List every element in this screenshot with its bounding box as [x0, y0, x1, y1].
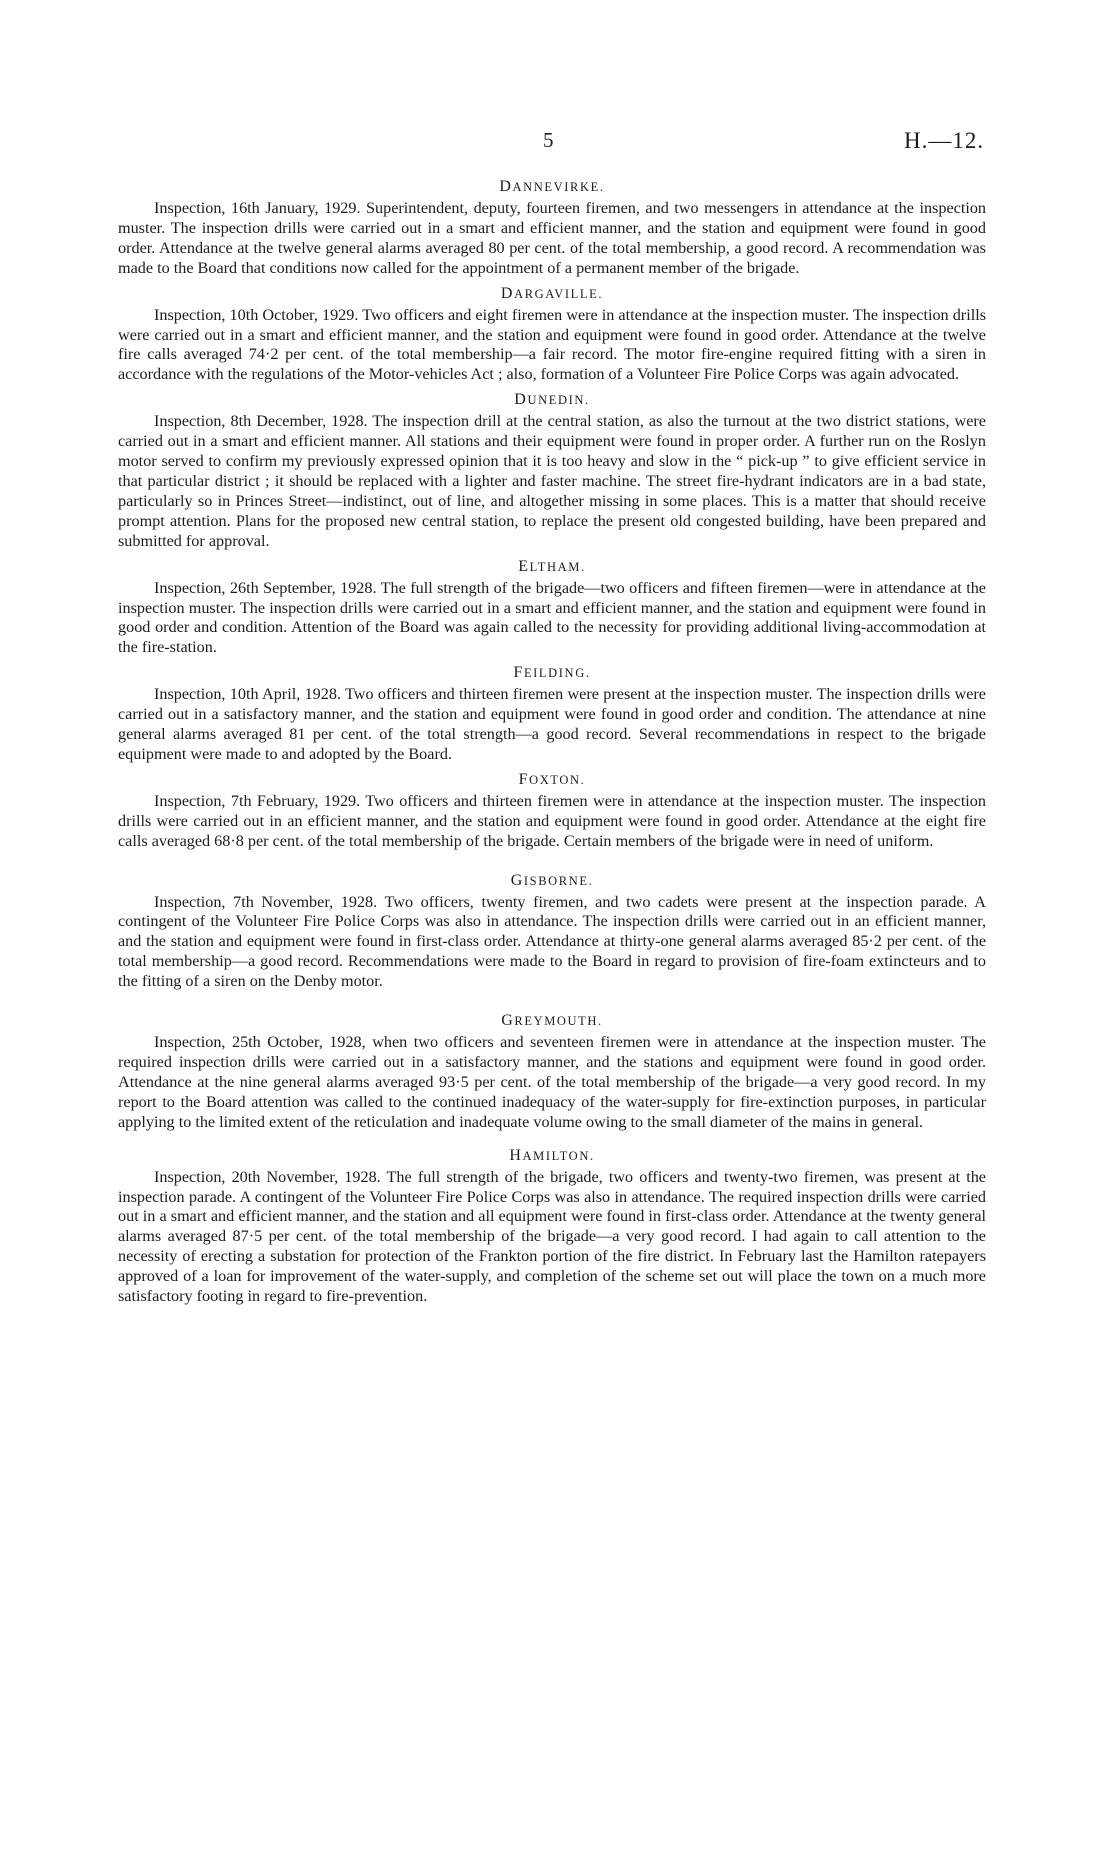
page-header: [0, 128, 1114, 158]
section-heading: GISBORNE.: [510, 871, 594, 889]
section-paragraph: Inspection, 25th October, 1928, when two officers and seventeen firemen were in attendance at the inspection muster. The required inspection drills were carried out in a satisfactory manner, and the stations and equipment were found in good order. Attendance at the nine general alarms averaged 93·5 per cent. of the total membership of the brigade—a very good record. In my report to the Board attention was called to the continued inadequacy of the water-supply for fire-extinction purposes, in particular applying to the limited extent of the reticulation and inadequate volume owing to the small diameter of the mains in general.: [118, 1033, 986, 1131]
section-dargaville: [118, 285, 986, 386]
section-paragraph: Inspection, 20th November, 1928. The full strength of the brigade, two officers and twenty-two firemen, was present at the inspection parade. A contingent of the Volunteer Fire Police Corps was also in attendance. The required inspection drills were carried out in a smart and efficient manner, and the station and all equipment were found in first-class order. Attendance at the twenty general alarms averaged 87·5 per cent. of the total membership of the brigade—a very good record. I had again to call attention to the necessity of erecting a substation for protection of the Frankton portion of the fire district. In February last the Hamilton ratepayers approved of a loan for improvement of the water-supply, and completion of the scheme set out will place the town on a much more satisfactory footing in regard to fire-prevention.: [118, 1167, 986, 1306]
section-heading: FOXTON.: [518, 770, 586, 788]
section-gisborne: [118, 872, 986, 993]
section-paragraph: Inspection, 16th January, 1929. Superintendent, deputy, fourteen firemen, and two messengers in attendance at the inspection muster. The inspection drills were carried out in a smart and efficient manner, and the station and equipment were found in good order. Attendance at the twelve general alarms averaged 80 per cent. of the total membership, a good record. A recommendation was made to the Board that conditions now called for the appointment of a permanent member of the brigade.: [118, 199, 986, 277]
page-number: 5: [543, 128, 554, 152]
section-paragraph: Inspection, 26th September, 1928. The full strength of the brigade—two officers and fifteen firemen—were in attendance at the inspection muster. The inspection drills were carried out in a smart and efficient manner, and the station and equipment were found in good order and condition. Attention of the Board was again called to the necessity for providing additional living-accommodation at the fire-station.: [118, 578, 986, 657]
section-paragraph: Inspection, 10th April, 1928. Two officers and thirteen firemen were present at the inspection muster. The inspection drills were carried out in a satisfactory manner, and the station and equipment were found in good order and condition. The attendance at nine general alarms averaged 81 per cent. of the total strength—a good record. Several recommendations in respect to the brigade equipment were made to and adopted by the Board.: [118, 685, 986, 763]
section-paragraph: Inspection, 10th October, 1929. Two officers and eight firemen were in attendance at the inspection muster. The inspection drills were carried out in a smart and efficient manner, and the station and equipment were found in good order. Attendance at the twelve fire calls averaged 74·2 per cent. of the total membership—a fair record. The motor fire-engine required fitting with a siren in accordance with the regulations of the Motor-vehicles Act ; also, formation of a Volunteer Fire Police Corps was again advocated.: [118, 305, 986, 384]
section-heading: ELTHAM.: [518, 557, 586, 575]
section-paragraph: Inspection, 8th December, 1928. The inspection drill at the central station, as also the turnout at the two district stations, were carried out in a smart and efficient manner. All stations and their equipment were found in proper order. A further run on the Roslyn motor served to confirm my previously expressed opinion that it is too heavy and slow in the “ pick-up ” to give efficient service in that particular district ; it should be replaced with a lighter and faster machine. The street fire-hydrant indicators are in a bad state, particularly so in Princes Street—indistinct, out of line, and altogether missing in some places. This is a matter that should receive prompt attention. Plans for the proposed new central station, to replace the present old congested building, have been prepared and submitted for approval.: [118, 412, 986, 550]
section-greymouth: [118, 1012, 986, 1133]
document-reference: H.—12.: [904, 128, 985, 153]
section-heading: DUNEDIN.: [514, 391, 590, 409]
section-paragraph: Inspection, 7th February, 1929. Two officers and thirteen firemen were in attendance at the inspection muster. The inspection drills were carried out in an efficient manner, and the station and equipment were found in good order. Attendance at the eight fire calls averaged 68·8 per cent. of the total membership of the brigade. Certain members of the brigade were in need of uniform.: [118, 791, 986, 850]
section-heading: DANNEVIRKE.: [499, 178, 605, 195]
section-foxton: [118, 771, 986, 852]
section-eltham: [118, 558, 986, 659]
section-dunedin: [118, 391, 986, 551]
section-paragraph: Inspection, 7th November, 1928. Two officers, twenty firemen, and two cadets were present at the inspection parade. A contingent of the Volunteer Fire Police Corps was also in attendance. The inspection drills were carried out in an efficient manner, and the station and equipment were found in first-class order. Attendance at thirty-one general alarms averaged 85·2 per cent. of the total membership—a good record. Recommendations were made to the Board in regard to provision of fire-foam extincteurs and to the fitting of a siren on the Denby motor.: [118, 892, 986, 991]
section-heading: FEILDING.: [513, 664, 591, 682]
section-feilding: [118, 664, 986, 765]
document-body: [118, 178, 986, 1313]
section-heading: HAMILTON.: [509, 1146, 595, 1164]
section-dannevirke: [118, 178, 986, 279]
section-heading: DARGAVILLE.: [500, 284, 604, 302]
section-heading: GREYMOUTH.: [501, 1012, 603, 1030]
section-hamilton: [118, 1147, 986, 1307]
